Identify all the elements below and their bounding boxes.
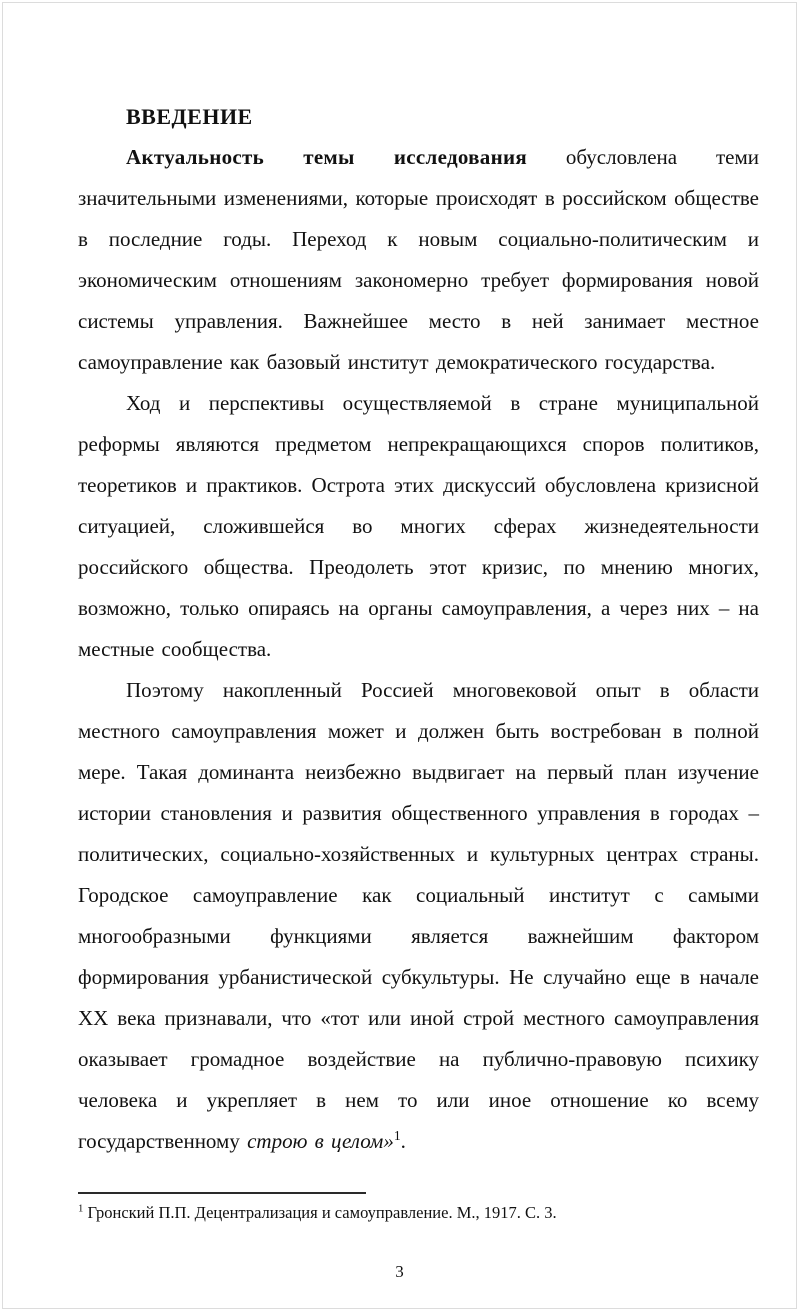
page-content [78,96,759,1162]
page-number: 3 [395,1262,404,1281]
paragraph-3-italic-tail: строю в целом» [247,1129,394,1153]
footnote [78,1202,759,1224]
page-title: ВВЕДЕНИЕ [126,104,253,129]
paragraph-3-text: Поэтому накопленный Россией многовековой опыт в области местного самоуправления может и должен быть востребован в полной мере. Такая доминанта неизбежно выдвигает на первый план изучение истории становления и развития общественного управления в городах – политических, социально-хозяйственных и культурных центрах страны. Городское самоуправление как социальный институт с самыми многообразными функциями является важнейшим фактором формирования урбанистической субкультуры. Не случайно еще в начале XX века признавали, что «тот или иной строй местного самоуправления оказывает громадное воздействие на публично-правовую психику человека и укрепляет в нем то или иное отношение ко всему государственному [78,678,759,1153]
paragraph-1-bold-lead: Актуальность темы исследования [126,145,528,169]
footnote-separator [78,1192,366,1194]
paragraph-3 [78,670,759,1162]
paragraph-1 [78,137,759,383]
paragraph-2: Ход и перспективы осуществляемой в стране муниципальной реформы являются предметом непрекращающихся споров политиков, теоретиков и практиков. Острота этих дискуссий обусловлена кризисной ситуацией, сложившейся во многих сферах жизнедеятельности российского общества. Преодолеть этот кризис, по мнению многих, возможно, только опираясь на органы самоуправления, а через них – на местные сообщества. [78,391,759,661]
footnote-block [78,1192,759,1224]
paragraph-3-period: . [400,1129,406,1153]
paragraph-1-text: обусловлена теми значительными изменениями, которые происходят в российском обществе в последние годы. Переход к новым социально-политическим и экономическим отношениям закономерно требует формирования новой системы управления. Важнейшее место в ней занимает местное самоуправление как базовый институт демократического государства. [78,145,759,374]
footnote-text: Гронский П.П. Децентрализация и самоуправление. М., 1917. С. 3. [87,1203,557,1222]
footnote-marker: 1 [78,1202,84,1215]
footnote-reference: 1 [393,1128,401,1143]
